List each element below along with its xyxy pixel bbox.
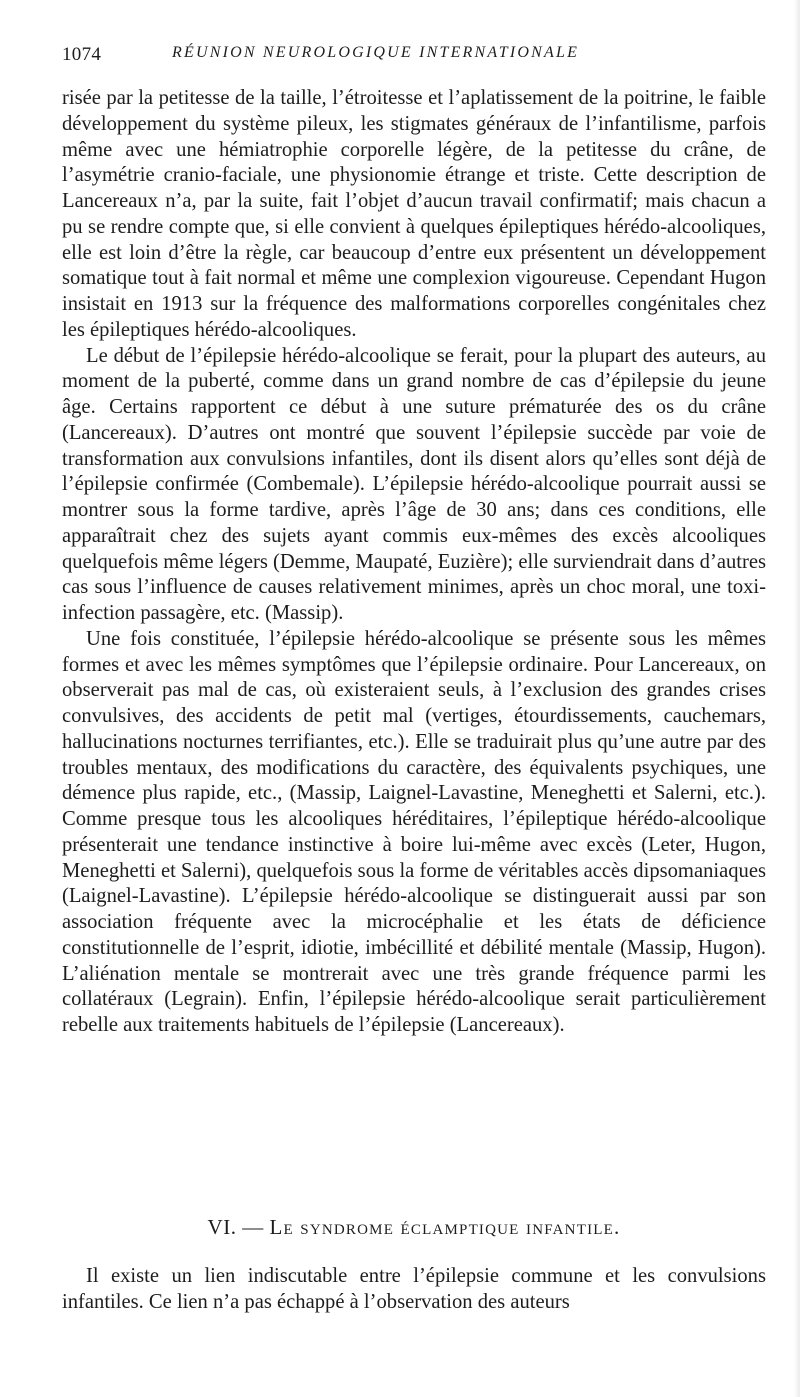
paragraph-2: Le début de l’épilepsie hérédo-alcoolique se ferait, pour la plupart des auteurs, au moment de la puberté, comme dans un grand nombre de cas d’épilepsie du jeune âge. Certains rapportent ce début à une suture prématurée des os du crâne (Lancereaux). D’autres ont montré que souvent l’épilepsie succède par voie de transformation aux convulsions infantiles, dont ils disent alors qu’elles sont déjà de l’épilepsie confirmée (Combemale). L’épilepsie hérédo-alcoolique pourrait aussi se montrer sous la forme tardive, après l’âge de 30 ans; dans ces conditions, elle apparaîtrait chez des sujets ayant commis eux-mêmes des excès alcooliques quelquefois même légers (Demme, Maupaté, Euzière); elle surviendrait dans d’autres cas sous l’influence de causes relativement minimes, après un choc moral, une toxi-infection passagère, etc. (Massip). <box>62 344 766 624</box>
paragraph-3: Une fois constituée, l’épilepsie hérédo-alcoolique se présente sous les mêmes formes et avec les mêmes symptômes que l’épilepsie ordinaire. Pour Lancereaux, on observerait pas mal de cas, où existeraient seuls, à l’exclusion des grandes crises convulsives, des accidents de petit mal (vertiges, étourdissements, cauchemars, hallucinations nocturnes terrifiantes, etc.). Elle se traduirait plus qu’une autre par des troubles mentaux, des modifications du caractère, des équivalents psychiques, une démence plus rapide, etc., (Massip, Laignel-Lavastine, Meneghetti et Salerni, etc.). Comme presque tous les alcooliques héréditaires, l’épileptique hérédo-alcoolique présenterait une tendance instinctive à boire lui-même avec excès (Leter, Hugon, Meneghetti et Salerni), quelquefois sous la forme de véritables accès dipsomaniaques (Laignel-Lavastine). L’épilepsie hérédo-alcoolique se distinguerait aussi par son association fréquente avec la microcéphalie et les états de déficience constitutionnelle de l’esprit, idiotie, imbécillité et débilité mentale (Massip, Hugon). L’aliénation mentale se montrerait avec une très grande fréquence parmi les collatéraux (Legrain). Enfin, l’épilepsie hérédo-alcoolique serait particulièrement rebelle aux traitements habituels de l’épilepsie (Lancereaux). <box>62 627 766 1036</box>
section-text <box>62 1264 766 1316</box>
body-text <box>62 86 766 1039</box>
section-heading <box>62 1215 766 1240</box>
section-paragraph: Il existe un lien indiscutable entre l’épilepsie commune et les convulsions infantiles. Ce lien n’a pas échappé à l’observation des auteurs <box>62 1265 766 1313</box>
section-title: Le syndrome éclamptique infantile. <box>269 1215 621 1239</box>
page-edge-shadow <box>794 0 800 1397</box>
paragraph-1: risée par la petitesse de la taille, l’étroitesse et l’aplatissement de la poitrine, le faible développement du système pileux, les stigmates généraux de l’infantilisme, parfois même avec une hémiatrophie corporelle légère, de la petitesse du crâne, de l’asymétrie cranio-faciale, une physionomie étrange et triste. Cette description de Lancereaux n’a, par la suite, fait l’objet d’aucun travail confirmatif; mais chacun a pu se rendre compte que, si elle convient à quelques épileptiques hérédo-alcooliques, elle est loin d’être la règle, car beaucoup d’entre eux présentent un développement somatique tout à fait normal et même une complexion vigoureuse. Cependant Hugon insistait en 1913 sur la fréquence des malformations corporelles congénitales chez les épileptiques hérédo-alcooliques. <box>62 87 766 341</box>
running-header <box>62 44 762 74</box>
page-number: 1074 <box>62 44 102 65</box>
running-title: RÉUNION NEUROLOGIQUE INTERNATIONALE <box>172 44 580 61</box>
section-number: VI. — <box>207 1215 264 1239</box>
